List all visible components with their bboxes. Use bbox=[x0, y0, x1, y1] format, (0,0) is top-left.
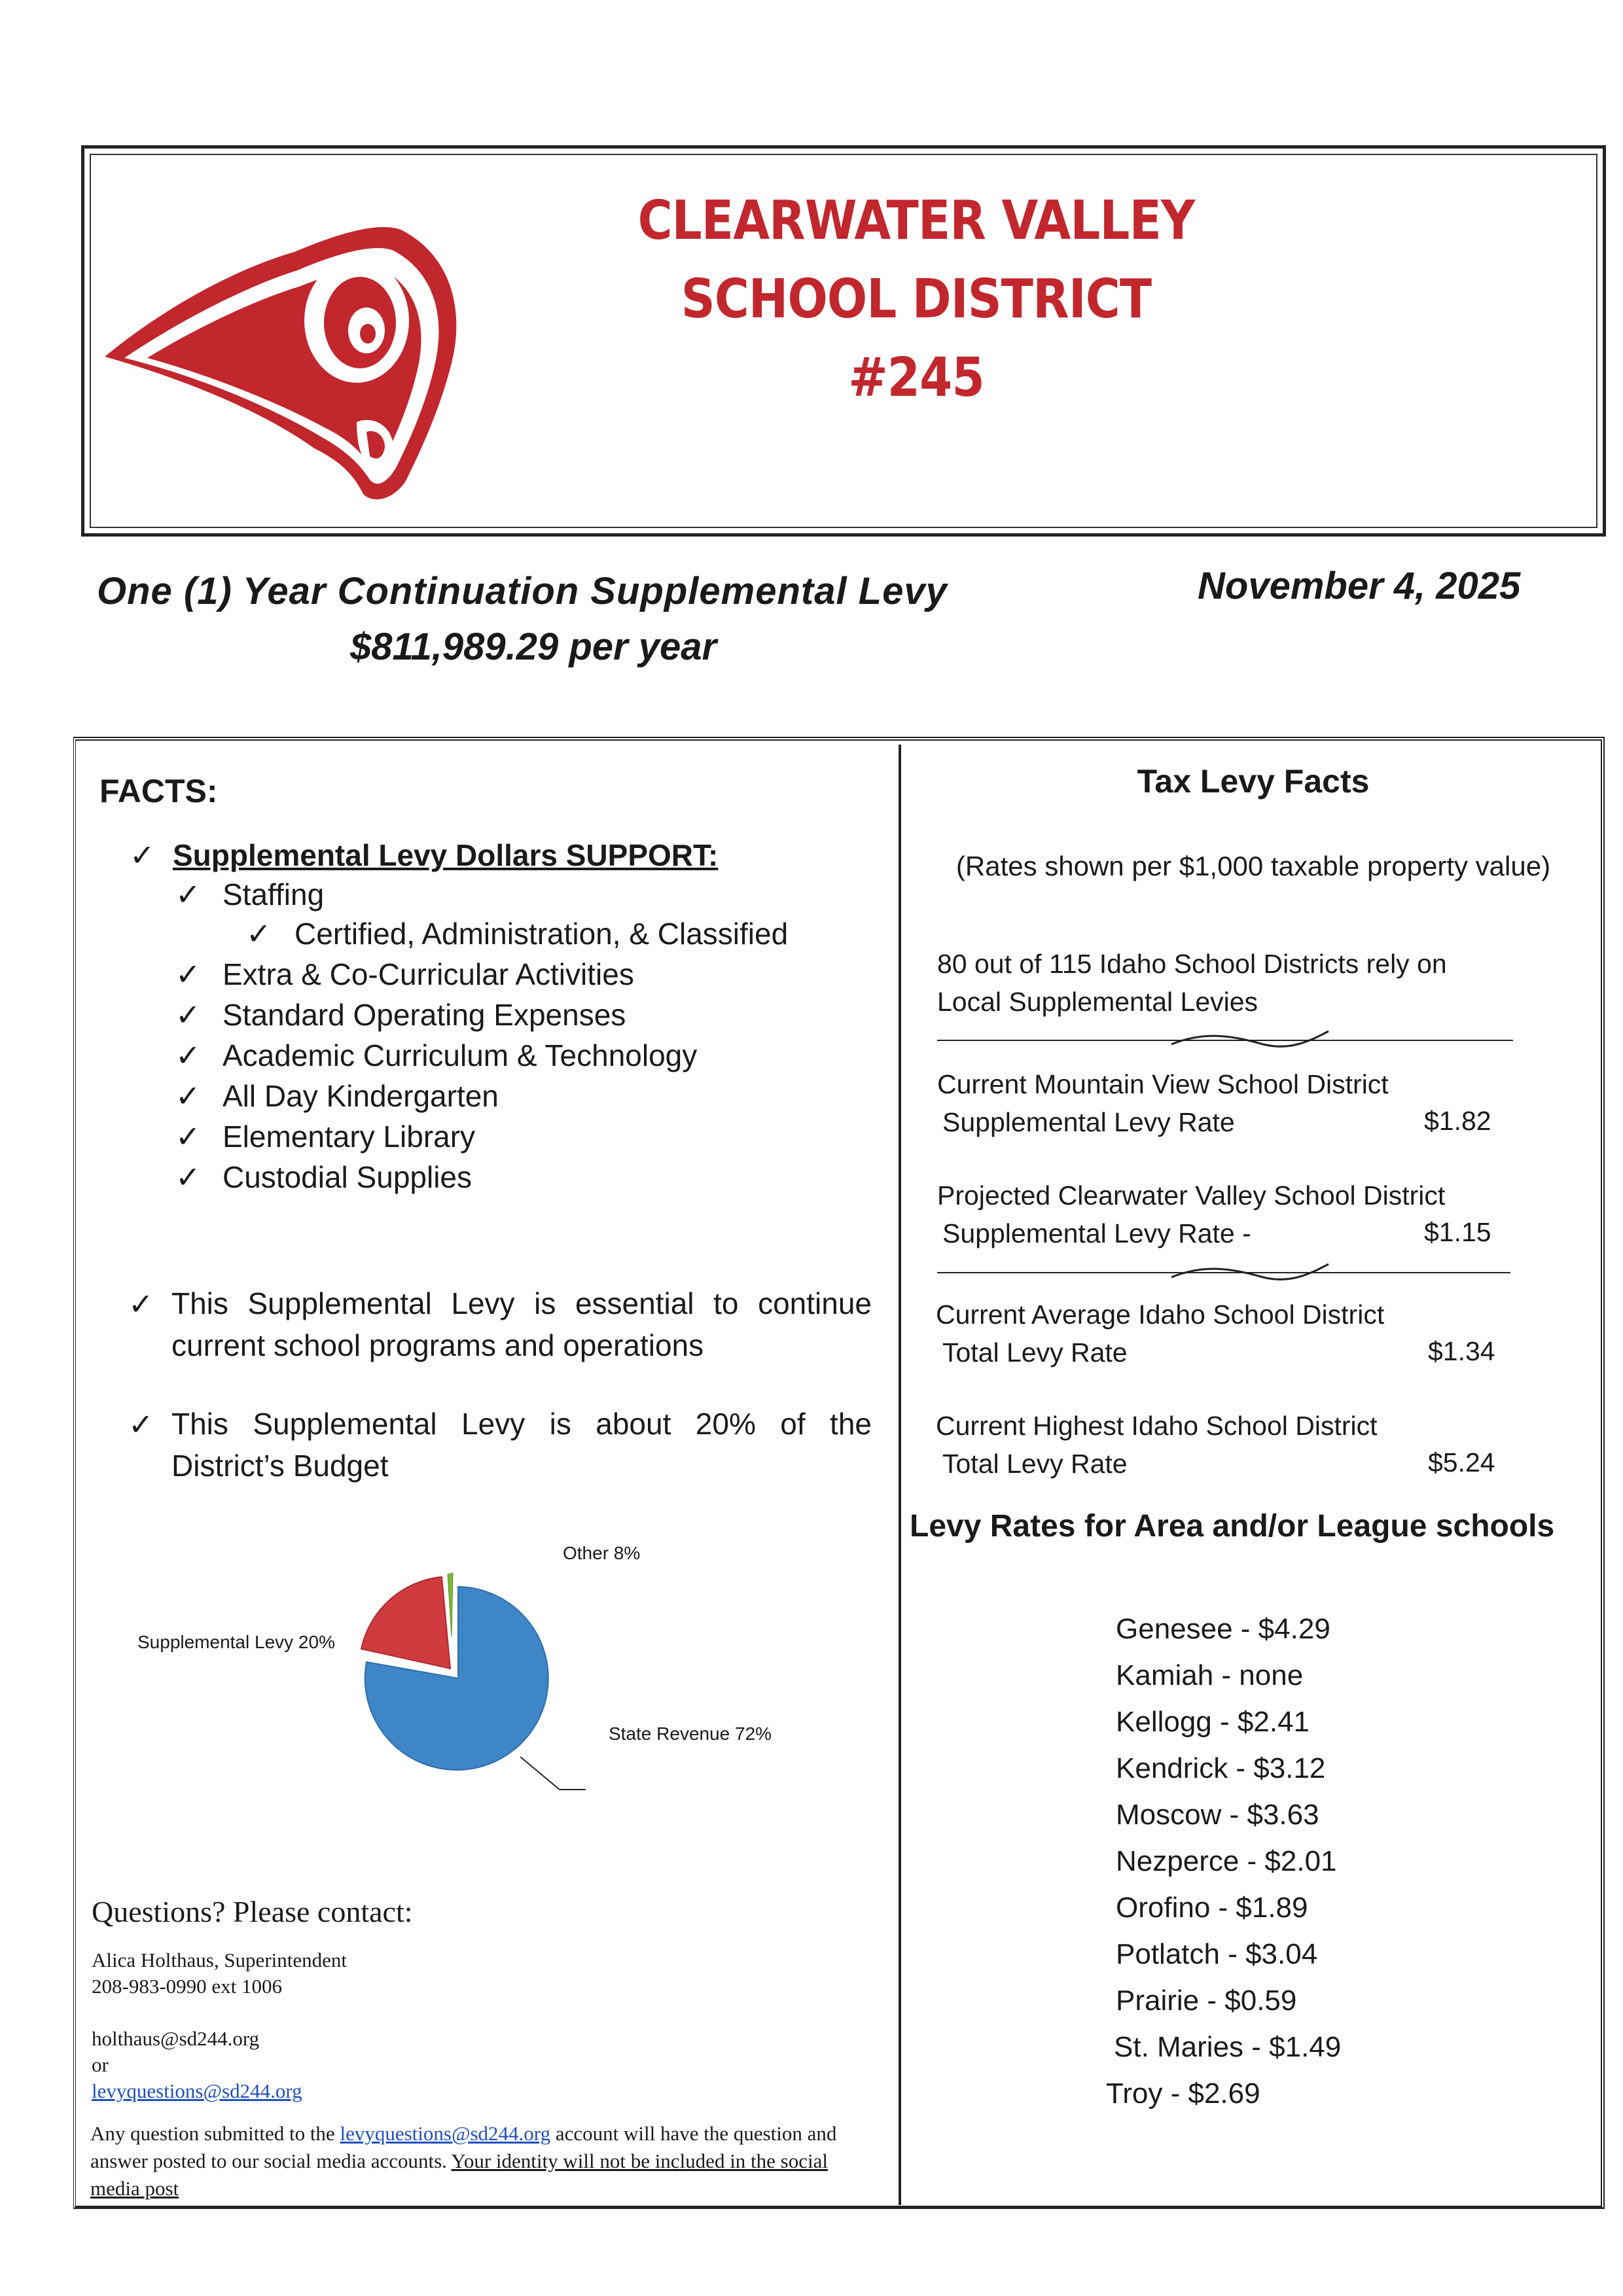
district-number: #245 bbox=[848, 347, 984, 409]
district-name-line-1: CLEARWATER VALLEY bbox=[637, 190, 1195, 252]
rate-clearwater-value: $1.15 bbox=[1424, 1217, 1491, 1247]
disclaimer-middle: account will have the question and answer posted to our social media accounts. bbox=[90, 2122, 837, 2172]
check-icon: ✓ bbox=[128, 1407, 154, 1442]
pie-label-state-revenue: State Revenue 72% bbox=[609, 1723, 772, 1744]
rate-highest-value: $5.24 bbox=[1428, 1447, 1495, 1477]
rate-average-value: $1.34 bbox=[1428, 1336, 1495, 1366]
rate-clearwater-line-2: Supplemental Levy Rate - bbox=[942, 1218, 1251, 1248]
league-school-prairie: Prairie - $0.59 bbox=[1116, 1985, 1297, 2017]
budget-pie-chart bbox=[353, 1564, 563, 1786]
rate-average-line-2: Total Levy Rate bbox=[942, 1337, 1128, 1368]
support-item-custodial: Custodial Supplies bbox=[223, 1160, 473, 1194]
pie-label-other: Other 8% bbox=[563, 1543, 641, 1563]
rate-average-line-1: Current Average Idaho School District bbox=[936, 1299, 1385, 1330]
column-divider bbox=[899, 745, 901, 2205]
league-school-kamiah: Kamiah - none bbox=[1116, 1659, 1304, 1691]
league-school-moscow: Moscow - $3.63 bbox=[1116, 1799, 1319, 1831]
league-school-nezperce: Nezperce - $2.01 bbox=[1116, 1845, 1337, 1877]
contact-or: or bbox=[92, 2053, 109, 2076]
pie-leader-line bbox=[520, 1754, 599, 1799]
statement-essential: This Supplemental Levy is essential to continue current school programs and operations bbox=[171, 1286, 872, 1362]
divider-flourish-icon bbox=[1165, 1262, 1335, 1285]
check-icon: ✓ bbox=[175, 1078, 201, 1114]
ram-head-logo-icon bbox=[98, 206, 491, 507]
pie-label-supplemental: Supplemental Levy 20% bbox=[137, 1632, 335, 1652]
league-school-st-maries: St. Maries - $1.49 bbox=[1114, 2031, 1342, 2063]
league-school-genesee: Genesee - $4.29 bbox=[1116, 1613, 1330, 1645]
check-icon: ✓ bbox=[128, 1286, 154, 1322]
support-item-operating: Standard Operating Expenses bbox=[223, 998, 626, 1032]
disclaimer-prefix: Any question submitted to the bbox=[90, 2122, 340, 2145]
support-item-curriculum: Academic Curriculum & Technology bbox=[223, 1038, 698, 1072]
league-school-orofino: Orofino - $1.89 bbox=[1116, 1892, 1308, 1924]
support-item-kindergarten: All Day Kindergarten bbox=[223, 1079, 499, 1113]
levy-amount: $811,989.29 per year bbox=[350, 626, 717, 668]
league-school-kellogg: Kellogg - $2.41 bbox=[1116, 1706, 1310, 1738]
disclaimer bbox=[90, 2120, 876, 2202]
facts-heading: FACTS: bbox=[99, 773, 218, 809]
disclaimer-identity-note: Your identity will not be included in the social media post bbox=[90, 2149, 828, 2200]
rate-highest-line-2: Total Levy Rate bbox=[942, 1449, 1128, 1479]
levy-title: One (1) Year Continuation Supplemental Levy bbox=[97, 570, 948, 612]
rate-mountain-view-line-2: Supplemental Levy Rate bbox=[942, 1107, 1235, 1137]
levy-questions-email-link[interactable]: levyquestions@sd244.org bbox=[92, 2079, 302, 2102]
tax-levy-facts-heading: Tax Levy Facts bbox=[1137, 763, 1370, 800]
contact-email-primary[interactable]: holthaus@sd244.org bbox=[92, 2027, 260, 2050]
support-heading: Supplemental Levy Dollars SUPPORT: bbox=[173, 838, 719, 872]
check-icon: ✓ bbox=[130, 838, 155, 873]
rates-note: (Rates shown per $1,000 taxable property value) bbox=[955, 851, 1551, 881]
support-item-activities: Extra & Co-Curricular Activities bbox=[223, 957, 634, 991]
check-icon: ✓ bbox=[175, 1119, 201, 1154]
check-icon: ✓ bbox=[175, 1038, 201, 1073]
contact-heading: Questions? Please contact: bbox=[92, 1895, 413, 1928]
rate-mountain-view-value: $1.82 bbox=[1424, 1106, 1491, 1136]
contact-phone: 208-983-0990 ext 1006 bbox=[92, 1975, 283, 1998]
check-icon: ✓ bbox=[175, 997, 201, 1033]
league-school-potlatch: Potlatch - $3.04 bbox=[1116, 1938, 1318, 1970]
pie-slice-other bbox=[448, 1573, 453, 1637]
league-rates-heading: Levy Rates for Area and/or League schools bbox=[910, 1509, 1555, 1544]
rate-mountain-view-line-1: Current Mountain View School District bbox=[937, 1069, 1389, 1099]
support-item-staffing: Staffing bbox=[223, 877, 325, 911]
statement-budget-share: This Supplemental Levy is about 20% of the District’s Budget bbox=[171, 1407, 872, 1483]
check-icon: ✓ bbox=[175, 1159, 201, 1195]
district-name-line-2: SCHOOL DISTRICT bbox=[681, 268, 1152, 330]
reliance-line-1: 80 out of 115 Idaho School Districts rely on bbox=[937, 949, 1447, 979]
league-school-troy: Troy - $2.69 bbox=[1106, 2077, 1260, 2110]
rate-clearwater-line-1: Projected Clearwater Valley School District bbox=[937, 1180, 1446, 1210]
support-item-library: Elementary Library bbox=[223, 1120, 476, 1154]
check-icon: ✓ bbox=[246, 916, 272, 951]
check-icon: ✓ bbox=[175, 877, 201, 912]
disclaimer-email-link[interactable]: levyquestions@sd244.org bbox=[340, 2122, 551, 2145]
reliance-line-2: Local Supplemental Levies bbox=[937, 987, 1258, 1017]
league-school-kendrick: Kendrick - $3.12 bbox=[1116, 1752, 1326, 1784]
contact-name: Alica Holthaus, Superintendent bbox=[92, 1949, 347, 1971]
check-icon: ✓ bbox=[175, 957, 201, 992]
support-item-certified: Certified, Administration, & Classified bbox=[294, 917, 789, 951]
election-date: November 4, 2025 bbox=[1198, 565, 1521, 607]
pie-slice-supplemental-levy bbox=[361, 1577, 450, 1669]
rate-highest-line-1: Current Highest Idaho School District bbox=[936, 1411, 1378, 1441]
divider-flourish-icon bbox=[1165, 1029, 1335, 1052]
